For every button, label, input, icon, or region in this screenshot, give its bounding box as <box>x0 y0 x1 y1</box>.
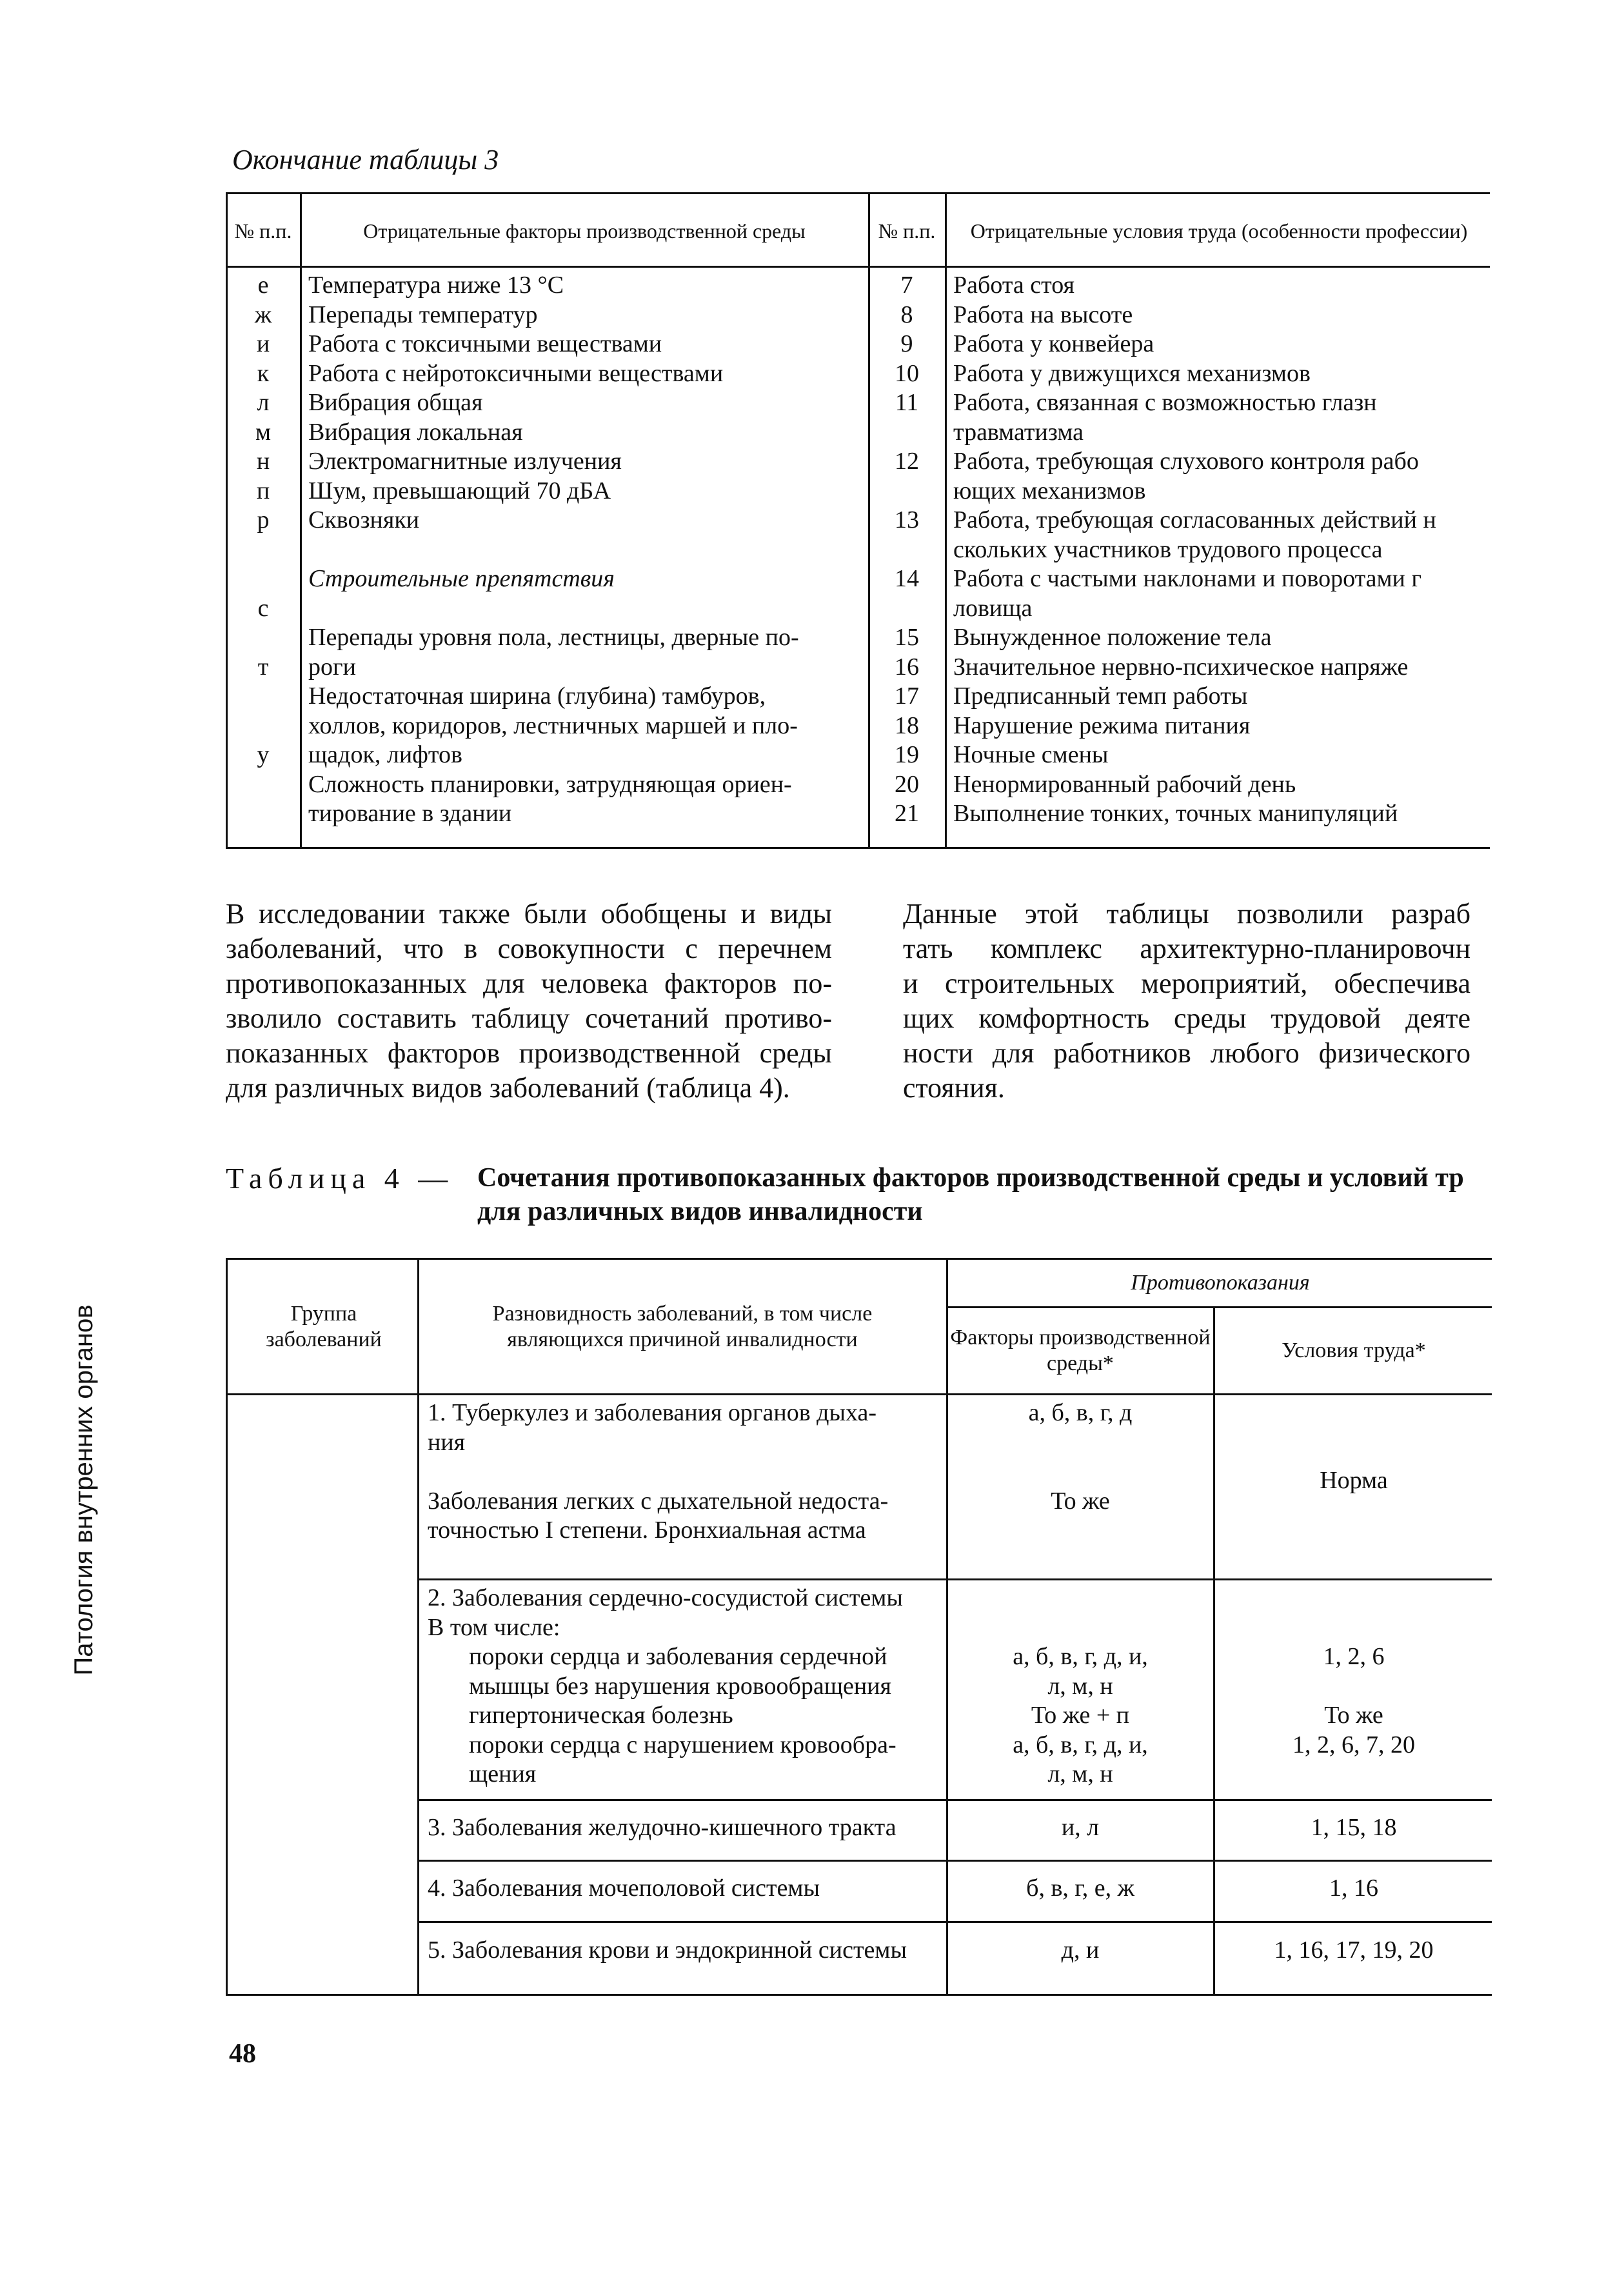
table-cell: 12 <box>895 448 919 475</box>
table-cell: холлов, коридоров, лестничных маршей и пло- <box>308 712 798 739</box>
table-cell <box>871 594 943 624</box>
table-cell: Норма <box>1320 1467 1388 1494</box>
table-cell: Работа с нейротоксичными веществами <box>308 359 724 387</box>
table-cell: Недостаточная ширина (глубина) тамбуров, <box>308 682 766 710</box>
table-cell: точностью I степени. Бронхиальная астма <box>428 1517 866 1544</box>
table3-bottom-rule <box>226 847 1490 849</box>
table4-caption-lead: Таблица 4 — <box>226 1162 454 1195</box>
table-cell: 1, 2, 6 <box>1323 1643 1385 1670</box>
table-cell: гипертоническая болезнь <box>469 1702 733 1729</box>
table-cell: роги <box>308 653 356 681</box>
table-cell: Нарушение режима питания <box>953 712 1251 739</box>
table4-header-contra: Противопоказания <box>1131 1271 1310 1295</box>
table3-vline <box>868 192 870 849</box>
table-cell: 5. Заболевания крови и эндокринной системы <box>428 1936 907 1964</box>
table-cell: Работа, связанная с возможностью глазн <box>953 389 1377 416</box>
table-cell: Ночные смены <box>953 741 1109 768</box>
table-cell: 16 <box>895 653 919 681</box>
table-cell: То же <box>1324 1702 1383 1729</box>
table-cell <box>949 1428 1212 1458</box>
table-cell: и <box>256 330 270 357</box>
table-cell: 1, 16 <box>1329 1875 1378 1902</box>
table4-header-conditions: Условия труда* <box>1282 1338 1426 1362</box>
table3-vline <box>945 192 947 849</box>
paragraph-line: и строительных мероприятий, обеспечива <box>903 968 1471 999</box>
table-cell: травматизма <box>953 418 1084 446</box>
table-cell <box>228 564 298 594</box>
table-cell: 1. Туберкулез и заболевания органов дыха- <box>428 1399 877 1426</box>
table-cell: к <box>257 359 270 387</box>
table-cell <box>871 418 943 448</box>
paragraph-line: для различных видов заболеваний (таблица 4). <box>226 1072 790 1104</box>
table-cell <box>228 623 298 653</box>
table4-conditions-2 <box>1216 1642 1492 1760</box>
table4-hline <box>417 1860 1492 1862</box>
paragraph-line: заболеваний, что в совокупности с перечнем <box>226 933 832 964</box>
table-cell: Значительное нервно-психическое напряже <box>953 653 1409 681</box>
table-cell: ющих механизмов <box>953 477 1146 504</box>
table-cell: Работа у движущихся механизмов <box>953 359 1311 387</box>
paragraph-line: противопоказанных для человека факторов по- <box>226 968 832 999</box>
table-cell: Электромагнитные излучения <box>308 448 622 475</box>
table-cell <box>228 535 298 565</box>
table-cell <box>871 535 943 565</box>
table-cell: В том числе: <box>428 1613 560 1641</box>
table4-hline <box>417 1921 1492 1923</box>
table4-header-kind: Разновидность заболеваний, в том числе являющихся причиной инвалидности <box>492 1301 873 1351</box>
table-cell: Работа у конвейера <box>953 330 1154 357</box>
table4-hline <box>417 1578 1492 1580</box>
table4-kind-3 <box>428 1813 944 1843</box>
table4-header-factors: Факторы производственной среды* <box>950 1325 1211 1375</box>
paragraph-right <box>903 897 1471 1106</box>
table-cell: а, б, в, г, д <box>1028 1399 1133 1426</box>
table4-factors-5 <box>949 1936 1212 1966</box>
table-cell: щения <box>469 1760 537 1787</box>
table-cell: 4. Заболевания мочеполовой системы <box>428 1875 820 1902</box>
paragraph-line: щих комфортность среды трудовой деяте <box>903 1002 1471 1034</box>
table-cell: Работа на высоте <box>953 301 1133 328</box>
paragraph-line: В исследовании также были обобщены и виды <box>226 898 832 930</box>
table-cell: 2. Заболевания сердечно-сосудистой системы <box>428 1584 903 1611</box>
table3-caption: Окончание таблицы 3 <box>232 144 499 175</box>
table4-kind-2 <box>428 1584 944 1789</box>
table-cell: л, м, н <box>1047 1760 1113 1787</box>
table-cell: д, и <box>1061 1936 1100 1964</box>
table-cell: с <box>257 594 269 622</box>
table-cell: у <box>257 741 270 768</box>
table-cell: 18 <box>895 712 919 739</box>
table-cell: а, б, в, г, д, и, <box>1013 1643 1148 1670</box>
table-cell: р <box>257 506 270 533</box>
paragraph-left <box>226 897 832 1106</box>
table-cell: Сквозняки <box>308 506 420 533</box>
table-cell: и, л <box>1061 1814 1100 1841</box>
table3-header-num1: № п.п. <box>234 219 292 243</box>
table-cell: ния <box>428 1428 466 1456</box>
table-cell: л, м, н <box>1047 1672 1113 1700</box>
table-cell: 8 <box>900 301 913 328</box>
table-cell <box>308 535 864 565</box>
table4-caption-line: для различных видов инвалидности <box>477 1197 923 1226</box>
table-cell <box>428 1457 944 1487</box>
table-cell: Ненормированный рабочий день <box>953 770 1296 798</box>
table-cell: тирование в здании <box>308 800 512 827</box>
table-cell: 20 <box>895 770 919 798</box>
table-cell: 3. Заболевания желудочно-кишечного тракта <box>428 1814 896 1841</box>
table-cell: Сложность планировки, затрудняющая ориен- <box>308 770 792 798</box>
table-cell: Вибрация локальная <box>308 418 523 446</box>
table3-left-text <box>308 271 864 829</box>
table4 <box>226 1258 1492 1996</box>
table3-right-text <box>953 271 1490 829</box>
table-cell: н <box>256 448 270 475</box>
table4-kind-1 <box>428 1398 944 1546</box>
table4-factors-2 <box>949 1642 1212 1789</box>
paragraph-line: стояния. <box>903 1072 1005 1104</box>
table4-conditions-3 <box>1216 1813 1492 1843</box>
table-cell: 14 <box>895 565 919 592</box>
table3-vline <box>226 192 228 849</box>
table-cell <box>871 477 943 506</box>
table-cell: То же + п <box>1031 1702 1130 1729</box>
paragraph-line: ности для работников любого физического <box>903 1037 1471 1069</box>
table-cell: 15 <box>895 624 919 651</box>
table4-factors-1 <box>949 1398 1212 1516</box>
table-cell: щадок, лифтов <box>308 741 462 768</box>
table-cell: т <box>257 653 269 681</box>
table-cell: Перепады уровня пола, лестницы, дверные по- <box>308 624 799 651</box>
table3-top-rule <box>226 192 1490 194</box>
table-cell: Предписанный темп работы <box>953 682 1248 710</box>
table4-conditions-4 <box>1216 1874 1492 1904</box>
table-cell: 7 <box>900 272 913 299</box>
table-cell: 10 <box>895 359 919 387</box>
paragraph-line: зволило составить таблицу сочетаний противо- <box>226 1002 832 1034</box>
table4-vline <box>946 1260 948 1994</box>
table-cell: Работа с токсичными веществами <box>308 330 662 357</box>
table3-vline <box>300 192 302 849</box>
table-cell <box>308 594 864 624</box>
table-cell: Работа с частыми наклонами и поворотами г <box>953 565 1421 592</box>
table4-header-group: Группа заболеваний <box>266 1301 382 1351</box>
table-cell: То же <box>1051 1487 1110 1515</box>
table4-vline <box>1213 1306 1215 1994</box>
table4-kind-4 <box>428 1874 944 1904</box>
table-cell: 1, 15, 18 <box>1311 1814 1397 1841</box>
table-cell: 21 <box>895 800 919 827</box>
table-cell: 17 <box>895 682 919 710</box>
table4-kind-5 <box>428 1936 944 1966</box>
table-cell <box>228 682 298 712</box>
table3-header-factors: Отрицательные факторы производственной среды <box>363 219 806 243</box>
table4-caption-line: Сочетания противопоказанных факторов производственной среды и условий тр <box>477 1163 1464 1193</box>
paragraph-line: Данные этой таблицы позволили разраб <box>903 898 1471 930</box>
table-cell <box>228 712 298 741</box>
table3-header-conditions: Отрицательные условия труда (особенности профессии) <box>970 219 1468 243</box>
table-cell: Перепады температур <box>308 301 538 328</box>
paragraph-line: показанных факторов производственной среды <box>226 1037 832 1069</box>
table-cell: Работа стоя <box>953 272 1074 299</box>
table-cell: Заболевания легких с дыхательной недоста- <box>428 1487 889 1515</box>
table4-conditions-1 <box>1216 1466 1492 1496</box>
table3 <box>226 192 1490 849</box>
table-cell: скольких участников трудового процесса <box>953 535 1383 563</box>
table-cell: 13 <box>895 506 919 533</box>
table-cell: а, б, в, г, д, и, <box>1013 1731 1148 1758</box>
table-cell: Вынужденное положение тела <box>953 624 1272 651</box>
table-cell <box>949 1457 1212 1487</box>
table4-hline <box>417 1799 1492 1801</box>
table-cell: л <box>257 389 270 416</box>
table4-conditions-5 <box>1216 1936 1492 1966</box>
table-cell: 1, 2, 6, 7, 20 <box>1292 1731 1415 1758</box>
table-cell: м <box>255 418 272 446</box>
table-cell: 19 <box>895 741 919 768</box>
table4-header-rule <box>228 1393 1492 1395</box>
table4-caption-title <box>477 1161 1464 1228</box>
table-cell: е <box>257 272 269 299</box>
table-section-heading: Строительные препятствия <box>308 565 615 592</box>
table-cell: мышцы без нарушения кровообращения <box>469 1672 891 1700</box>
table-cell <box>228 770 298 800</box>
table3-header-num2: № п.п. <box>878 219 936 243</box>
table-cell: Выполнение тонких, точных манипуляций <box>953 800 1398 827</box>
table-cell: 11 <box>895 389 919 416</box>
table-cell: ловища <box>953 594 1033 622</box>
table-cell <box>1216 1672 1492 1702</box>
table3-left-codes <box>228 271 298 799</box>
table4-factors-4 <box>949 1874 1212 1904</box>
table-cell: пороки сердца и заболевания сердечной <box>469 1643 887 1670</box>
table3-right-nums <box>871 271 943 829</box>
paragraph-line: тать комплекс архитектурно-планировочн <box>903 933 1471 964</box>
table-cell: Работа, требующая слухового контроля рабо <box>953 448 1419 475</box>
table-cell: п <box>256 477 270 504</box>
table4-factors-3 <box>949 1813 1212 1843</box>
table4-vline <box>417 1260 419 1994</box>
table-cell: Работа, требующая согласованных действий н <box>953 506 1436 533</box>
table-cell: 1, 16, 17, 19, 20 <box>1274 1936 1434 1964</box>
table-cell: б, в, г, е, ж <box>1026 1875 1134 1902</box>
table-cell: Вибрация общая <box>308 389 483 416</box>
table4-group-label: Патология внутренних органов <box>70 1304 98 1676</box>
table-cell: пороки сердца с нарушением кровообра- <box>469 1731 896 1758</box>
table-cell: Шум, превышающий 70 дБА <box>308 477 611 504</box>
table3-header-rule <box>226 266 1490 268</box>
table-cell: ж <box>254 301 272 328</box>
table-cell: 9 <box>900 330 913 357</box>
page-number: 48 <box>229 2039 256 2069</box>
table-cell: Температура ниже 13 °С <box>308 272 564 299</box>
